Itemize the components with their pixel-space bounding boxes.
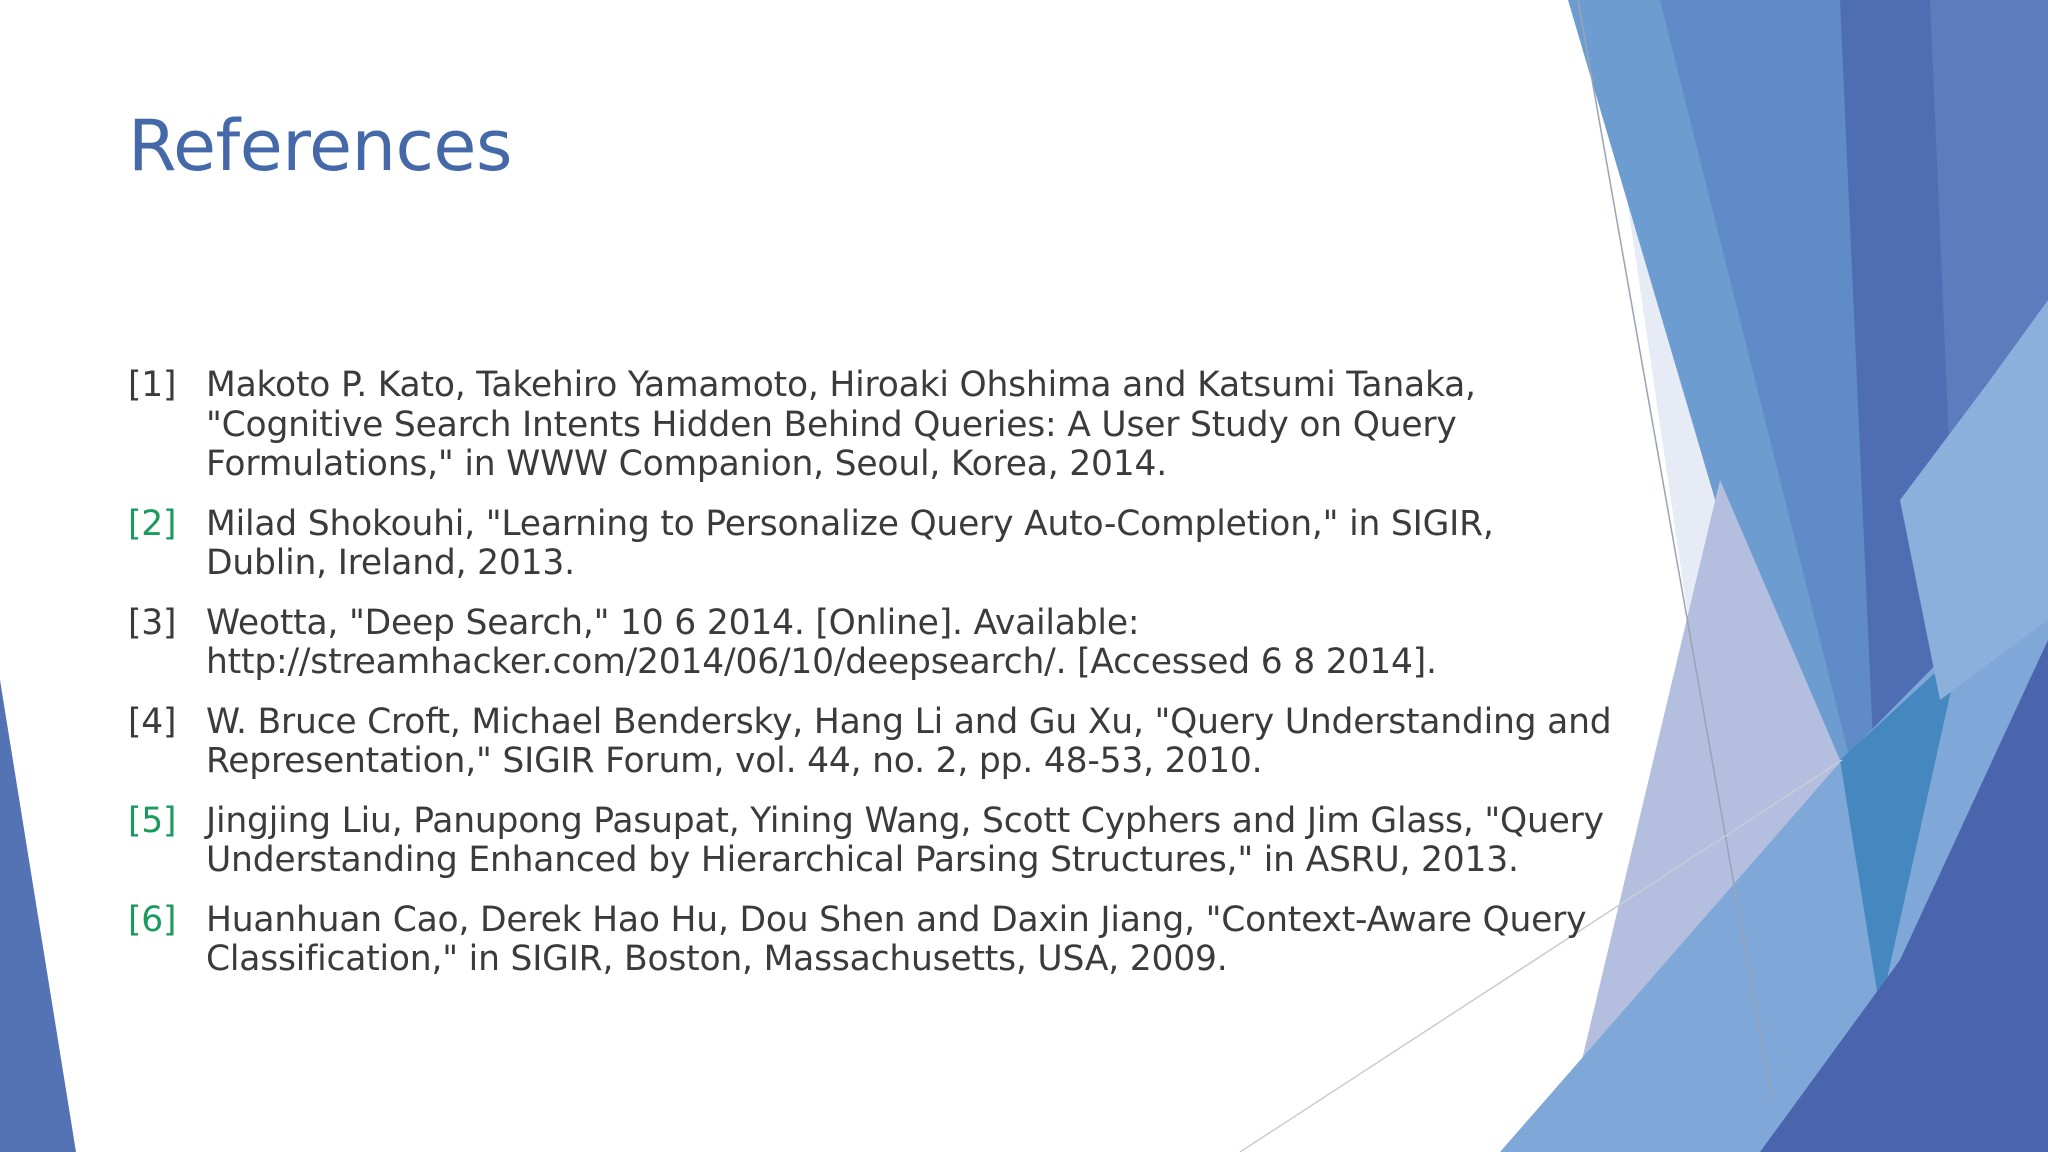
reference-number: [6] xyxy=(128,899,177,940)
reference-item xyxy=(128,604,1618,683)
reference-item xyxy=(128,505,1618,584)
reference-number: [5] xyxy=(128,800,177,841)
reference-number: [4] xyxy=(128,701,177,742)
slide-title: References xyxy=(128,105,512,187)
reference-item xyxy=(128,802,1618,881)
reference-text: Makoto P. Kato, Takehiro Yamamoto, Hiroaki Ohshima and Katsumi Tanaka, "Cognitive Search Intents Hidden Behind Queries: A User Study on Query Formulations," in WWW Companion, Seoul, Korea, 2014. xyxy=(206,365,1476,484)
reference-number: [2] xyxy=(128,503,177,544)
left-accent-shape xyxy=(0,680,76,1152)
reference-text: Milad Shokouhi, "Learning to Personalize Query Auto-Completion," in SIGIR, Dublin, Ireland, 2013. xyxy=(206,503,1494,583)
reference-text: W. Bruce Croft, Michael Bendersky, Hang Li and Gu Xu, "Query Understanding and Representation," SIGIR Forum, vol. 44, no. 2, pp. 48-53, 2010. xyxy=(206,701,1612,781)
reference-text: Huanhuan Cao, Derek Hao Hu, Dou Shen and Daxin Jiang, "Context-Aware Query Classification," in SIGIR, Boston, Massachusetts, USA, 2009. xyxy=(206,899,1587,979)
reference-item xyxy=(128,366,1618,485)
reference-text: Weotta, "Deep Search," 10 6 2014. [Online]. Available: http://streamhacker.com/2014/06/10/deepsearch/. [Accessed 6 8 2014]. xyxy=(206,602,1437,682)
reference-number: [1] xyxy=(128,365,177,405)
reference-number: [3] xyxy=(128,602,177,643)
reference-text: Jingjing Liu, Panupong Pasupat, Yining Wang, Scott Cyphers and Jim Glass, "Query Understanding Enhanced by Hierarchical Parsing Structures," in ASRU, 2013. xyxy=(206,800,1604,880)
reference-item xyxy=(128,703,1618,782)
reference-item xyxy=(128,901,1618,980)
references-list xyxy=(128,366,1618,1000)
